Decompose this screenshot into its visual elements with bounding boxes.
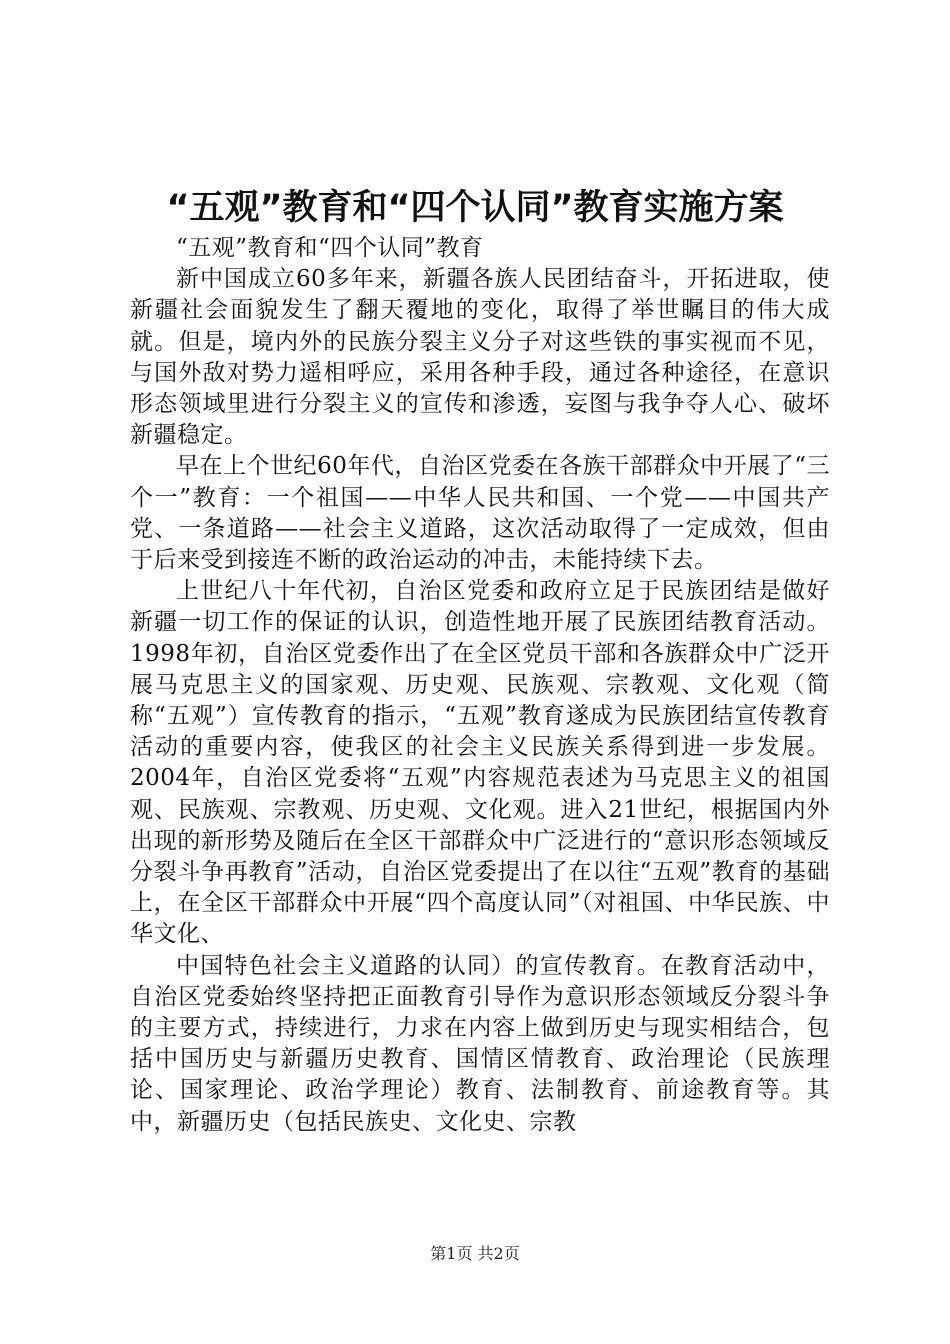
body-paragraph-2: 早在上个世纪60年代，自治区党委在各族干部群众中开展了“三个一”教育：一个祖国——中华人民共和国、一个党——中国共产党、一条道路——社会主义道路，这次活动取得了一定成效，但由于后来受到接连不断的政治运动的冲击，未能持续下去。 [130, 453, 830, 574]
body-paragraph-3: 上世纪八十年代初，自治区党委和政府立足于民族团结是做好新疆一切工作的保证的认识，创造性地开展了民族团结教育活动。1998年初，自治区党委作出了在全区党员干部和各族群众中广泛开展马克思主义的国家观、历史观、民族观、宗教观、文化观（简称“五观”）宣传教育的指示，“五观”教育遂成为民族团结宣传教育活动的重要内容，使我区的社会主义民族关系得到进一步发展。2004年，自治区党委将“五观”内容规范表述为马克思主义的祖国观、民族观、宗教观、历史观、文化观。进入21世纪，根据国内外出现的新形势及随后在全区干部群众中广泛进行的“意识形态领域反分裂斗争再教育”活动，自治区党委提出了在以往“五观”教育的基础上，在全区干部群众中开展“四个高度认同”（对祖国、中华民族、中华文化、 [130, 578, 830, 948]
body-paragraph-1: 新中国成立60多年来，新疆各族人民团结奋斗，开拓进取，使新疆社会面貌发生了翻天覆地的变化，取得了举世瞩目的伟大成就。但是，境内外的民族分裂主义分子对这些铁的事实视而不见，与国外敌对势力遥相呼应，采用各种手段，通过各种途径，在意识形态领域里进行分裂主义的宣传和渗透，妄图与我争夺人心、破坏新疆稳定。 [130, 266, 830, 449]
page-number-footer: 第1页 共2页 [430, 1244, 520, 1263]
document-subheading: “五观”教育和“四个认同”教育 [176, 235, 484, 261]
document-title: “五观”教育和“四个认同”教育实施方案 [166, 188, 784, 228]
document-body [130, 233, 830, 1138]
body-paragraph-4: 中国特色社会主义道路的认同）的宣传教育。在教育活动中，自治区党委始终坚持把正面教育引导作为意识形态领域反分裂斗争的主要方式，持续进行，力求在内容上做到历史与现实相结合，包括中国历史与新疆历史教育、国情区情教育、政治理论（民族理论、国家理论、政治学理论）教育、法制教育、前途教育等。其中，新疆历史（包括民族史、文化史、宗教 [130, 952, 830, 1135]
